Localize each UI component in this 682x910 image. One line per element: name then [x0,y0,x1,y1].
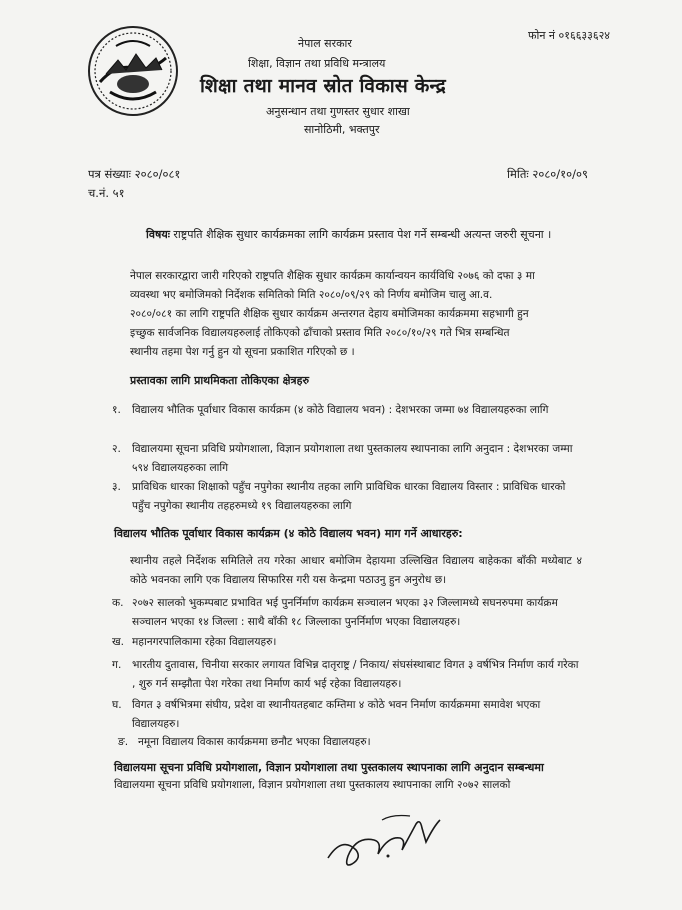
item-text: प्राविधिक धारका शिक्षाको पहुँच नपुगेका स्थानीय तहका लागि प्राविधिक धारका विद्यालय विस्तार : प्राविधिक धारको पहुँच नपुगेका स्थानीय तहहरुमध्ये १९ विद्यालयहरुका लागि [132,481,566,512]
section2-heading: विद्यालय भौतिक पूर्वाधार विकास कार्यक्रम (४ कोठे विद्यालय भवन) माग गर्ने आधारहरु: [114,527,463,540]
signature [322,806,452,876]
item-text: महानगरपालिकामा रहेका विद्यालयहरु। [132,636,277,648]
item-number: ३. [112,481,121,493]
intro-line: स्थानीय तहमा पेश गर्नु हुन यो सूचना प्रकाशित गरिएको छ । [130,346,355,358]
header-branch: अनुसन्धान तथा गुणस्तर सुधार शाखा [266,105,410,118]
dispatch-number: च.नं. ५१ [88,186,125,200]
priority-item [112,478,582,516]
letter-number: पत्र संख्याः २०८०/०८१ [88,167,181,181]
subject-line [146,227,551,242]
intro-line: नेपाल सरकारद्वारा जारी गरिएको राष्ट्रपति शैक्षिक सुधार कार्यक्रम कार्यान्वयन कार्यविधि २०७६ को दफा ३ मा [130,270,535,282]
item-text: २०७२ सालको भुकम्पबाट प्रभावित भई पुनर्निर्माण कार्यक्रम सञ्चालन भएका ३२ जिल्लामध्ये सघनरुपमा कार्यक्रम सञ्चालन भएका १४ जिल्ला : साथै बाँकी १८ जिल्लाका पुनर्निर्माण भएका विद्यालयहरु। [132,597,558,628]
intro-line: व्यवस्था भए बमोजिमको निर्देशक समितिको मिति २०८०/०९/२९ को निर्णय बमोजिम चालु आ.व. [130,289,493,301]
criteria-item [112,656,582,694]
criteria-item [112,594,582,632]
letter-date: मितिः २०८०/१०/०९ [507,167,588,181]
section2-intro: स्थानीय तहले निर्देशक समितिले तय गरेका आधार बमोजिम देहायमा उल्लिखित विद्यालय बाहेकका बाँकी मध्येबाट ४ कोठे भवनका लागि एक विद्यालय सिफारिस गरी यस केन्द्रमा पठाउनु हुन अनुरोध छ। [130,555,582,586]
item-text: विगत ३ वर्षभित्रमा संघीय, प्रदेश वा स्थानीयतहबाट कम्तिमा ४ कोठे भवन निर्माण कार्यक्रममा समावेश भएका विद्यालयहरु। [132,699,541,730]
item-text: नमूना विद्यालय विकास कार्यक्रममा छनौट भएका विद्यालयहरु। [138,736,371,748]
intro-paragraph [130,267,566,362]
criteria-item [112,633,582,652]
item-number: २. [112,443,121,455]
header-address: सानोठिमी, भक्तपुर [304,123,380,136]
header-phone: फोन नं ०१६६३३६२४ [528,29,611,42]
item-text: भारतीय दुतावास, चिनीया सरकार लगायत विभिन्न दातृराष्ट्र / निकाय/ संघसंस्थाबाट विगत ३ वर्षभित्र निर्माण कार्य गरेका , शुरु गर्न सम्झौता पेश गरेका तथा निर्माण कार्य भई रहेका विद्यालयहरु। [132,659,579,690]
item-number: १. [112,404,121,416]
item-number: क. [112,597,124,609]
subject-label: विषयः [146,228,170,241]
header-title: शिक्षा तथा मानव स्रोत विकास केन्द्र [200,75,446,97]
section3-line: विद्यालयमा सूचना प्रविधि प्रयोगशाला, विज्ञान प्रयोगशाला तथा पुस्तकालय स्थापनाका लागि २०७२ सालको [114,779,511,791]
criteria-item [118,733,582,752]
subject-text: राष्ट्रपति शैक्षिक सुधार कार्यक्रमका लागि कार्यक्रम प्रस्ताव पेश गर्ने सम्बन्धी अत्यन्त जरुरी सूचना । [169,228,552,241]
item-number: घ. [112,699,122,711]
intro-line: २०८०/०८१ का लागि राष्ट्रपति शैक्षिक सुधार कार्यक्रम अन्तरगत देहाय बमोजिमका कार्यक्रममा सहभागी हुन [130,308,529,320]
item-number: ङ. [118,736,129,748]
item-text: विद्यालयमा सूचना प्रविधि प्रयोगशाला, विज्ञान प्रयोगशाला तथा पुस्तकालय स्थापनाका लागि अनुदान : देशभरका जम्मा ५९४ विद्यालयहरुका लागि [132,443,573,474]
item-number: ख. [112,636,125,648]
nepal-emblem-logo [86,24,180,118]
item-number: ग. [112,659,122,671]
priority-item [112,440,582,478]
intro-line: इच्छुक सार्वजनिक विद्यालयहरुलाई तोकिएको ढाँचाको प्रस्ताव मिति २०८०/१०/२९ गते भित्र सम्बन्धित [130,327,510,339]
header-govt: नेपाल सरकार [298,37,352,50]
header-ministry: शिक्षा, विज्ञान तथा प्रविधि मन्त्रालय [248,57,386,70]
criteria-item [112,696,582,734]
section3-heading: विद्यालयमा सूचना प्रविधि प्रयोगशाला, विज्ञान प्रयोगशाला तथा पुस्तकालय स्थापनाका लागि अनुदान सम्बन्धमा [114,761,544,774]
priority-item [112,401,582,439]
priority-heading: प्रस्तावका लागि प्राथमिकता तोकिएका क्षेत्रहरु [130,374,310,387]
item-text: विद्यालय भौतिक पूर्वाधार विकास कार्यक्रम (४ कोठे विद्यालय भवन) : देशभरका जम्मा ७४ विद्यालयहरुका लागि [132,404,549,416]
